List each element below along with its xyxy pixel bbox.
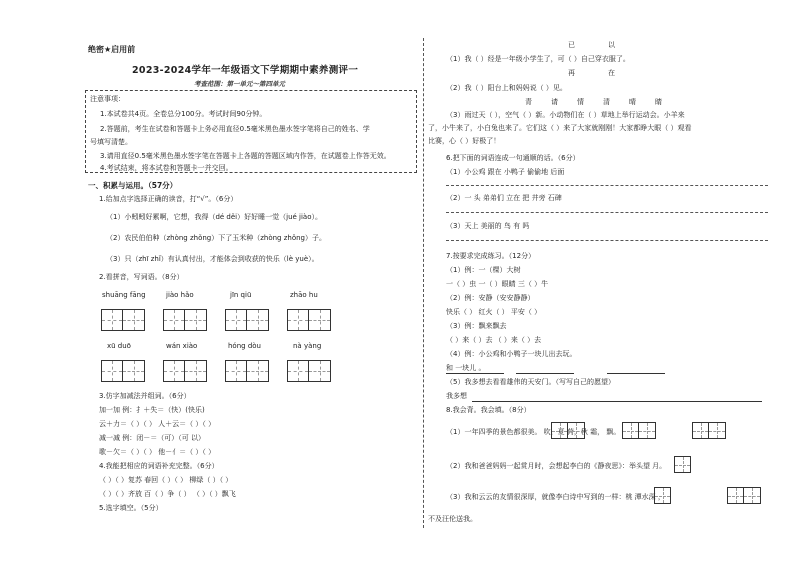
q8-head: 8.我会背。我会填。（8分） <box>446 406 531 414</box>
notice-head: 注意事项： <box>90 95 125 103</box>
pinyin-label: xū duō <box>107 342 131 350</box>
answer-line[interactable] <box>446 373 504 374</box>
q1-line: （1）小蚓蚓好累啊，它想，我得（dé děi）好好睡一觉（jué jiào）。 <box>106 213 322 221</box>
choice-char: 以 <box>608 41 615 49</box>
q3-line: 云＋力＝（ ）（ ） 人＋云＝（ ）（ ） <box>99 420 216 428</box>
q8-line: （1）一年四季的景色都很美。 吹，夏 荷，秋 霜， 飘。 <box>446 428 621 436</box>
q7-line: 我多想 <box>446 392 467 400</box>
q3-head: 3.仿字加减法并组词。（6分） <box>99 392 191 400</box>
q5-line: （1）我（ ）经是一年级小学生了，可（ ）自己穿衣服了。 <box>446 55 630 63</box>
q7-line: （3）例：飘来飘去 <box>446 322 507 330</box>
notice-item: 1.本试卷共4页。全卷总分100分。考试时间90分钟。 <box>100 110 267 118</box>
choice-char: 在 <box>608 69 615 77</box>
q6-line: （3）天上 美丽的 鸟 有 吗 <box>446 222 530 230</box>
answer-line[interactable] <box>446 212 768 213</box>
q6-line: （2）一 头 弟弟们 立在 把 井旁 石碑 <box>446 194 562 202</box>
q6-line: （1）小公鸡 跟在 小鸭子 偷偷地 后面 <box>446 168 565 176</box>
q4-line: （ ）（ ）齐放 百（ ）争（ ） （ ）（ ）飘飞 <box>99 490 236 498</box>
q7-line: 快乐（ ） 红火（ ） 平安（ ） <box>446 308 542 316</box>
q5-line: （2）我（ ）阳台上和妈妈说（ ）见。 <box>446 84 567 92</box>
choice-char: 晴 <box>629 98 636 106</box>
q8-line: 不及汪伦送我。 <box>428 515 477 523</box>
page-title: 2023-2024学年一年级语文下学期期中素养测评一 <box>132 65 359 76</box>
notice-item: 号填写清楚。 <box>90 138 132 146</box>
q2-head: 2.看拼音，写词语。（8分） <box>99 273 184 281</box>
pinyin-label: jīn qiū <box>230 291 252 299</box>
choice-char: 已 <box>568 41 575 49</box>
tianzige-box[interactable] <box>101 360 145 382</box>
pinyin-label: nà yàng <box>293 342 322 350</box>
q3-line: 减一减 例：闭－＝（可）（可 以） <box>99 434 205 442</box>
tianzige-box[interactable] <box>692 422 726 439</box>
answer-line[interactable] <box>472 401 762 402</box>
choice-char: 再 <box>568 69 575 77</box>
secret-label: 绝密★启用前 <box>88 45 136 54</box>
answer-line[interactable] <box>446 185 768 186</box>
tianzige-box[interactable] <box>622 422 656 439</box>
choice-char: 情 <box>577 98 584 106</box>
q1-line: （3）只（zhī zhǐ）有认真付出，才能体会到收获的快乐（lè yuè）。 <box>106 255 319 263</box>
choice-char: 清 <box>603 98 610 106</box>
pinyin-label: shuāng fāng <box>102 291 146 299</box>
q5-line: 比赛，心（ ）好极了！ <box>428 137 501 145</box>
tianzige-box[interactable] <box>654 487 671 504</box>
tianzige-box[interactable] <box>163 309 207 331</box>
pinyin-label: jiào hǎo <box>166 291 194 299</box>
tianzige-box[interactable] <box>674 456 691 473</box>
q7-line: （ ）来（ ）去 （ ）来（ ）去 <box>446 336 542 344</box>
q4-head: 4.我能把相应的词语补充完整。（6分） <box>99 462 219 470</box>
q8-line: （3）我和云云的友情很深厚，就像李白诗中写到的一样：桃 潭水深 ， <box>446 493 665 501</box>
q3-line: 加一加 例：扌＋失＝（快）(快乐) <box>99 406 205 414</box>
column-divider <box>423 38 424 528</box>
choice-char: 请 <box>551 98 558 106</box>
notice-item: 4.考试结束，将本试卷和答题卡一并交回。 <box>100 164 233 172</box>
answer-line[interactable] <box>607 373 665 374</box>
tianzige-box[interactable] <box>551 422 585 439</box>
pinyin-label: wán xiào <box>166 342 198 350</box>
q5-line: （3）雨过天（ ），空气（ ）新。小动物们在（ ）草地上举行运动会。小羊来 <box>446 111 685 119</box>
choice-char: 睛 <box>655 98 662 106</box>
q8-line: （2）我和爸爸妈妈一起赏月时，会想起李白的《静夜思》：举头望 月。 <box>446 462 667 470</box>
pinyin-label: hóng dòu <box>228 342 261 350</box>
q3-line: 歌－欠＝（ ）（ ） 他－亻＝（ ）（ ） <box>99 448 216 456</box>
q7-line: 和 一块儿 。 <box>446 364 486 372</box>
notice-item: 3.请用直径0.5毫米黑色墨水签字笔在答题卡上各题的答题区域内作答，在试题卷上作答无效。 <box>100 152 391 160</box>
q7-head: 7.按要求完成练习。（12分） <box>446 252 536 260</box>
notice-item: 2.答题前，考生在试卷和答题卡上务必用直径0.5毫米黑色墨水签字笔将自己的姓名、学 <box>100 125 370 133</box>
tianzige-box[interactable] <box>225 360 269 382</box>
q5-head: 5.选字填空。（5分） <box>99 504 163 512</box>
tianzige-box[interactable] <box>101 309 145 331</box>
tianzige-box[interactable] <box>287 309 331 331</box>
q5-line: 了，小牛来了，小白兔也来了。它们这（ ）来了大家就刚刚！大家都睁大眼（ ）观看 <box>428 124 692 132</box>
q6-head: 6.把下面的词语连成一句通顺的话。（6分） <box>446 154 580 162</box>
answer-line[interactable] <box>446 240 768 241</box>
tianzige-box[interactable] <box>225 309 269 331</box>
tianzige-box[interactable] <box>163 360 207 382</box>
pinyin-label: zhāo hu <box>290 291 318 299</box>
q1-head: 1.给加点字选择正确的读音，打“√”。（6分） <box>99 195 238 203</box>
q1-line: （2）农民伯伯种（zhòng zhǒng）下了玉米种（zhòng zhǒng）子。 <box>106 234 326 242</box>
q4-line: （ ）（ ）复苏 春回（ ）（ ） 柳绿（ ）（ ） <box>99 476 233 484</box>
q7-line: （4）例：小公鸡和小鸭子一块儿出去玩。 <box>446 350 577 358</box>
exam-scope: 考查范围：第一单元～第四单元 <box>194 80 285 88</box>
tianzige-box[interactable] <box>287 360 331 382</box>
q7-line: 一（ ）虫 一（ ）眼睛 三（ ）牛 <box>446 280 549 288</box>
choice-char: 青 <box>525 98 532 106</box>
notice-box <box>85 90 417 173</box>
section-1-head: 一、积累与运用。（57分） <box>88 181 178 190</box>
q7-line: （2）例：安静（安安静静） <box>446 294 535 302</box>
q7-line: （5）我多想去看看雄伟的天安门。（写写自己的愿望） <box>446 378 615 386</box>
q7-line: （1）例：一（棵）大树 <box>446 266 521 274</box>
answer-line[interactable] <box>516 373 574 374</box>
tianzige-box[interactable] <box>727 487 761 504</box>
